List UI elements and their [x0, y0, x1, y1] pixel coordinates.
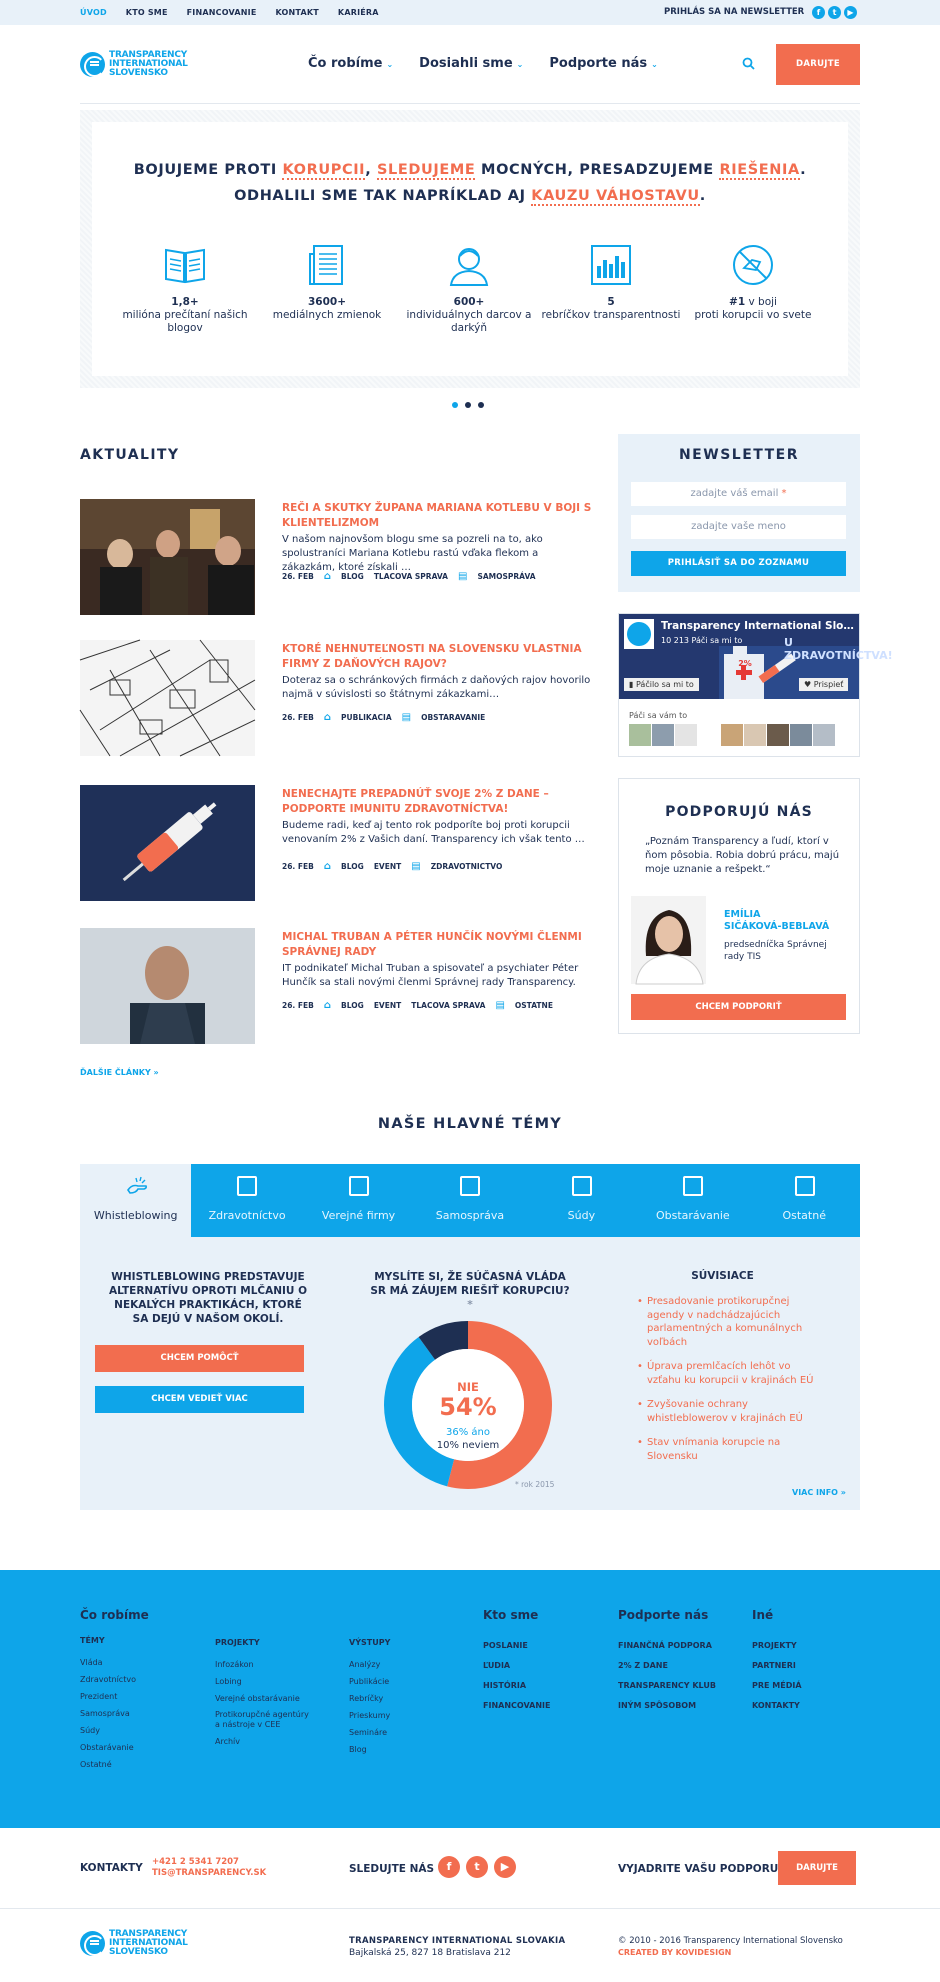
- supporter-photo: [631, 896, 706, 984]
- tab-zdravotnictvo[interactable]: [191, 1164, 302, 1237]
- contact-details: [152, 1857, 266, 1879]
- category-icon: ▤: [411, 861, 421, 872]
- copyright: [618, 1935, 843, 1959]
- support-button[interactable]: CHCEM PODPORIŤ: [631, 994, 846, 1020]
- footer-link[interactable]: Lobing: [215, 1677, 242, 1686]
- newsletter-box: [618, 434, 860, 592]
- poll-question: MYSLÍTE SI, ŽE SÚČASNÁ VLÁDA SR MÁ ZÁUJEM RIEŠIŤ KORUPCIU? *: [370, 1271, 570, 1311]
- hero-card: [92, 122, 848, 376]
- cover-percent: 2%: [738, 659, 752, 668]
- address-line: Bajkalská 25, 827 18 Bratislava 212: [349, 1948, 511, 1958]
- stat-rankings: 5 rebríčkov transparentnosti: [541, 242, 681, 322]
- tab-label: Ostatné: [782, 1209, 826, 1222]
- youtube-icon[interactable]: ▶: [494, 1856, 516, 1878]
- poll-footnote: * rok 2015: [515, 1480, 555, 1489]
- category-icon: ▤: [495, 1000, 505, 1011]
- facebook-page-name[interactable]: Transparency International Slo…: [661, 620, 854, 632]
- chevron-down-icon: ⌄: [651, 60, 658, 69]
- org-name: TRANSPARENCY INTERNATIONAL SLOVAKIA: [349, 1936, 566, 1946]
- themes-panel: [80, 1237, 860, 1510]
- related-link[interactable]: • Stav vnímania korupcie na Slovensku: [635, 1436, 825, 1463]
- bar-chart-icon: [588, 242, 634, 288]
- poll-yes: 36% áno: [446, 1427, 490, 1438]
- tag-icon: ⌂: [323, 571, 332, 582]
- article-title[interactable]: KTORÉ NEHNUTEĽNOSTI NA SLOVENSKU VLASTNIA FIRMY Z DAŇOVÝCH RAJOV?: [282, 643, 582, 670]
- footer-link[interactable]: Súdy: [80, 1726, 100, 1735]
- supporters-box: [618, 778, 860, 1034]
- footer-subheading[interactable]: TÉMY: [80, 1636, 105, 1645]
- footer-col-podporte: [618, 1608, 716, 1716]
- tag-icon: ⌂: [323, 861, 332, 872]
- footer-link[interactable]: Rebríčky: [349, 1694, 384, 1703]
- article-image[interactable]: [80, 785, 255, 901]
- footer-link[interactable]: Semináre: [349, 1728, 388, 1737]
- subscribe-button[interactable]: PRIHLÁSIŤ SA DO ZOZNAMU: [631, 551, 846, 576]
- flag-icon: [349, 1176, 369, 1196]
- tab-label: Samospráva: [435, 1209, 505, 1222]
- avatar[interactable]: [721, 724, 743, 746]
- top-nav-kto-sme[interactable]: KTO SME: [125, 8, 168, 17]
- no-bribe-icon: [730, 242, 776, 288]
- person-icon: [446, 242, 492, 288]
- contact-bar: [0, 1828, 940, 1908]
- slider-dot-2[interactable]: [465, 402, 471, 408]
- support-label: VYJADRITE VAŠU PODPORU: [618, 1863, 779, 1875]
- link-korupcii[interactable]: KORUPCII: [282, 162, 366, 178]
- link-sledujeme[interactable]: SLEDUJEME: [376, 162, 476, 178]
- article-image[interactable]: [80, 928, 255, 1044]
- article-tag[interactable]: PUBLIKACIA: [341, 713, 392, 722]
- related-link[interactable]: • Presadovanie protikorupčnej agendy v nadchádzajúcich parlamentných a komunálnych voľbách: [635, 1295, 825, 1349]
- related-title: SÚVISIACE: [691, 1270, 754, 1282]
- themes-title: NAŠE HLAVNÉ TÉMY: [377, 1116, 563, 1132]
- top-bar: [0, 0, 940, 25]
- footer-col-vystupy: [349, 1638, 390, 1758]
- top-nav-uvod[interactable]: ÚVOD: [80, 8, 107, 17]
- footer-heading: Čo robíme: [80, 1608, 149, 1622]
- top-nav-kariera[interactable]: KARIÉRA: [337, 8, 379, 17]
- footer-link[interactable]: PROJEKTY: [752, 1641, 797, 1650]
- learn-more-button[interactable]: CHCEM VEDIEŤ VIAC: [95, 1386, 304, 1413]
- tab-obstaravanie[interactable]: [637, 1164, 748, 1237]
- article-date: 26. FEB: [282, 713, 314, 722]
- slider-dot-3[interactable]: [478, 402, 484, 408]
- footer-link[interactable]: ĽUDIA: [483, 1661, 511, 1670]
- supporter-name: EMÍLIA SIČÁKOVÁ-BEBLAVÁ: [724, 909, 830, 932]
- facebook-icon[interactable]: f: [438, 1856, 460, 1878]
- whistle-hand-icon: [126, 1176, 146, 1196]
- article-tag[interactable]: BLOG: [341, 572, 364, 581]
- footer-link[interactable]: POSLANIE: [483, 1641, 528, 1650]
- article-meta: [282, 861, 502, 872]
- newsletter-title: NEWSLETTER: [678, 447, 800, 463]
- article-title[interactable]: MICHAL TRUBAN A PÉTER HUNČÍK NOVÝMI ČLENMI SPRÁVNEJ RADY: [282, 931, 582, 958]
- article-tag[interactable]: TLACOVA SPRAVA: [373, 572, 448, 581]
- footer-link[interactable]: Samospráva: [80, 1709, 130, 1718]
- supporter-quote: „Poznám Transparency a ľudí, ktorí v ňom pôsobia. Robia dobrú prácu, majú moje uznanie a rešpekt.“: [645, 836, 840, 875]
- link-riesenia[interactable]: RIEŠENIA: [719, 162, 801, 178]
- poll-no-value: 54%: [439, 1393, 497, 1421]
- avatar[interactable]: [767, 724, 789, 746]
- footer-link[interactable]: INÝM SPÔSOBOM: [618, 1701, 697, 1710]
- related-link[interactable]: • Úprava premlčacích lehôt vo vzťahu ku korupcii v krajinách EÚ: [635, 1360, 825, 1387]
- tab-label: Whistleblowing: [93, 1209, 178, 1222]
- tab-samosprava[interactable]: [414, 1164, 525, 1237]
- footer-col-projekty: [215, 1638, 309, 1750]
- name-field[interactable]: zadajte vaše meno: [631, 515, 846, 539]
- header-divider: [80, 103, 860, 104]
- address: [349, 1935, 565, 1959]
- facebook-friends-label: Páči sa vám to: [629, 711, 688, 720]
- supporters-title: PODPORUJÚ NÁS: [665, 804, 813, 820]
- facebook-donate-button[interactable]: ♥ Prispieť: [799, 678, 848, 691]
- footer-link[interactable]: FINANCOVANIE: [483, 1701, 551, 1710]
- footer-heading: Iné: [752, 1608, 774, 1622]
- footer-link[interactable]: Prieskumy: [349, 1711, 391, 1720]
- article-tag[interactable]: EVENT: [373, 862, 402, 871]
- building-icon: [460, 1176, 480, 1196]
- tag-icon: ⌂: [323, 712, 332, 723]
- facebook-likes: 10 213 Páči sa mi to: [661, 636, 743, 645]
- category-icon: ▤: [457, 571, 468, 582]
- whistleblowing-intro: WHISTLEBLOWING PREDSTAVUJE ALTERNATÍVU OPROTI MLČANIU O NEKALÝCH PRAKTIKÁCH, KTORÉ SA DEJÚ V NAŠOM OKOLÍ.: [108, 1271, 308, 1325]
- briefcase-icon: [795, 1176, 815, 1196]
- top-nav-kontakt[interactable]: KONTAKT: [275, 8, 319, 17]
- avatar[interactable]: [744, 724, 766, 746]
- stat-donors: 600+ individuálnych darcov a darkýň: [399, 242, 539, 335]
- facebook-icon[interactable]: f: [812, 6, 825, 19]
- footer-link[interactable]: Analýzy: [349, 1660, 381, 1669]
- article-excerpt: V našom najnovšom blogu sme sa pozreli na to, ako spolustraníci Mariana Kotlebu rastú vďaka flekom a zákazkám, ktoré získali …: [282, 534, 543, 573]
- related-list: [635, 1295, 825, 1474]
- main-nav: [308, 56, 658, 71]
- article-category[interactable]: OBSTARAVANIE: [421, 713, 486, 722]
- logo-icon: [80, 1931, 105, 1956]
- facebook-cover[interactable]: [619, 614, 893, 699]
- article-category[interactable]: OSTATNE: [514, 1001, 553, 1010]
- footer: [0, 1570, 940, 1828]
- logo-text: TRANSPARENCY INTERNATIONAL SLOVENSKO: [109, 50, 188, 78]
- article-category[interactable]: ZDRAVOTNICTVO: [430, 862, 503, 871]
- footer-col-kto-sme: [483, 1608, 550, 1716]
- footer-link[interactable]: PARTNERI: [752, 1661, 796, 1670]
- book-icon: [162, 242, 208, 288]
- hero-tagline: BOJUJEME PROTI KORUPCII, SLEDUJEME MOCNÝCH, PRESADZUJEME RIEŠENIA. ODHALILI SME TAK NAPRÍKLAD AJ KAUZU VÁHOSTAVU.: [133, 162, 807, 204]
- supporter-role: predsedníčka Správnej rady TIS: [724, 940, 827, 962]
- main-nav-co-robime[interactable]: Čo robíme ⌄: [308, 56, 394, 71]
- related-link[interactable]: • Zvyšovanie ochrany whistleblowerov v krajinách EÚ: [635, 1398, 825, 1425]
- facebook-friend-avatars: [629, 724, 835, 746]
- more-info-link[interactable]: VIAC INFO »: [792, 1488, 846, 1497]
- article-tag[interactable]: TLACOVA SPRAVA: [411, 1001, 486, 1010]
- article-excerpt: Doteraz sa o schránkových firmách z daňových rajov hovorilo najmä v súvislosti so štátnymi zákazkami…: [282, 675, 591, 700]
- main-nav-podporte-nas[interactable]: Podporte nás ⌄: [549, 56, 658, 71]
- twitter-icon[interactable]: t: [828, 6, 841, 19]
- article-meta: [282, 571, 536, 582]
- cover-text: U ZDRAVOTNÍCTVA!: [784, 636, 893, 662]
- footer-link[interactable]: a nástroje v CEE: [215, 1720, 281, 1729]
- footer-heading: Podporte nás: [618, 1608, 709, 1622]
- themes-tabs: [80, 1164, 860, 1237]
- newsletter-link[interactable]: PRIHLÁS SA NA NEWSLETTER: [664, 7, 805, 17]
- tab-label: Súdy: [567, 1209, 596, 1222]
- chevron-down-icon: ⌄: [386, 60, 394, 69]
- footer-link[interactable]: HISTÓRIA: [483, 1681, 527, 1690]
- article-date: 26. FEB: [282, 1001, 314, 1010]
- article-tag[interactable]: BLOG: [341, 1001, 364, 1010]
- article-tag[interactable]: BLOG: [341, 862, 364, 871]
- article-excerpt: IT podnikateľ Michal Truban a spisovateľ a psychiater Péter Hunčík sa stali novými členmi Správnej rady Transparency.: [282, 963, 579, 988]
- footer-heading: Kto sme: [483, 1608, 539, 1622]
- article-title[interactable]: REČI A SKUTKY ŽUPANA MARIANA KOTLEBU V BOJI S KLIENTELIZMOM: [282, 502, 592, 529]
- footer-subheading[interactable]: PROJEKTY: [215, 1638, 260, 1647]
- footer-link[interactable]: FINANČNÁ PODPORA: [618, 1641, 712, 1650]
- search-icon[interactable]: [742, 57, 756, 71]
- newspaper-icon: [304, 242, 350, 288]
- footer-link[interactable]: TRANSPARENCY KLUB: [618, 1681, 716, 1690]
- stat-blogs: 1,8+ milióna prečítaní našich blogov: [115, 242, 255, 335]
- top-nav-financovanie[interactable]: FINANCOVANIE: [186, 8, 257, 17]
- follow-label: SLEDUJTE NÁS: [349, 1863, 435, 1875]
- top-nav: [80, 8, 379, 17]
- avatar[interactable]: [652, 724, 674, 746]
- tab-label: Obstarávanie: [655, 1209, 730, 1222]
- footer-link[interactable]: Vláda: [80, 1658, 103, 1667]
- footer-link[interactable]: Prezident: [80, 1692, 118, 1701]
- tab-verejne-firmy[interactable]: [303, 1164, 414, 1237]
- stat-number-one: #1 v boji proti korupcii vo svete: [683, 242, 823, 322]
- twitter-icon[interactable]: t: [466, 1856, 488, 1878]
- article-title[interactable]: NENECHAJTE PREPADNÚŤ SVOJE 2% Z DANE – PODPORTE IMUNITU ZDRAVOTNÍCTVA!: [282, 788, 549, 815]
- phone-link[interactable]: +421 2 5341 7207: [152, 1857, 239, 1867]
- help-button[interactable]: CHCEM POMÔCŤ: [95, 1345, 304, 1372]
- article-category[interactable]: SAMOSPRÁVA: [477, 572, 536, 581]
- tab-whistleblowing[interactable]: [80, 1164, 191, 1237]
- avatar[interactable]: [629, 724, 651, 746]
- slider-dots: [452, 402, 484, 408]
- chevron-down-icon: ⌄: [516, 60, 524, 69]
- avatar[interactable]: [813, 724, 835, 746]
- footer-link[interactable]: Blog: [349, 1745, 367, 1754]
- tag-icon: ⌂: [323, 1000, 332, 1011]
- footer-col-ine: [752, 1608, 802, 1716]
- footer-link[interactable]: Obstarávanie: [80, 1743, 134, 1752]
- article-meta: [282, 1000, 553, 1011]
- avatar[interactable]: [698, 724, 720, 746]
- copyright-text: © 2010 - 2016 Transparency International Slovensko: [618, 1936, 843, 1946]
- article-date: 26. FEB: [282, 862, 314, 871]
- avatar[interactable]: [675, 724, 697, 746]
- footer-logo[interactable]: [80, 1930, 188, 1957]
- tab-label: Zdravotníctvo: [208, 1209, 286, 1222]
- credits-link[interactable]: CREATED BY KOVIDESIGN: [618, 1948, 732, 1957]
- footer-link[interactable]: 2% Z DANE: [618, 1661, 668, 1670]
- footer-link[interactable]: Infozákon: [215, 1660, 254, 1669]
- more-articles-link[interactable]: ĎALŠIE ČLÁNKY »: [80, 1068, 159, 1077]
- article-image[interactable]: [80, 640, 255, 756]
- hero-slider: [80, 110, 860, 388]
- avatar[interactable]: [790, 724, 812, 746]
- email-link[interactable]: TIS@TRANSPARENCY.SK: [152, 1868, 267, 1878]
- slider-dot-1[interactable]: [452, 402, 458, 408]
- logo-icon: [80, 52, 105, 77]
- donate-button-footer[interactable]: DARUJTE: [778, 1851, 856, 1885]
- article-date: 26. FEB: [282, 572, 314, 581]
- email-field[interactable]: zadajte váš email *: [631, 482, 846, 506]
- poll-unknown: 10% neviem: [436, 1440, 500, 1451]
- article-tag[interactable]: EVENT: [373, 1001, 402, 1010]
- facebook-like-button[interactable]: ▮ Páčilo sa mi to: [624, 678, 699, 691]
- category-icon: ▤: [401, 712, 412, 723]
- poll-no-label: NIE: [457, 1380, 479, 1394]
- site-logo[interactable]: [80, 51, 188, 78]
- footer-link[interactable]: Zdravotníctvo: [80, 1675, 136, 1684]
- footer-link[interactable]: KONTAKTY: [752, 1701, 800, 1710]
- logo-text: TRANSPARENCY INTERNATIONAL SLOVENSKO: [109, 1929, 188, 1957]
- link-kauza-vahostavu[interactable]: KAUZU VÁHOSTAVU: [531, 188, 700, 204]
- article-meta: [282, 712, 485, 723]
- footer-link[interactable]: Verejné obstarávanie: [215, 1694, 300, 1703]
- tab-ostatne[interactable]: [749, 1164, 860, 1237]
- youtube-icon[interactable]: ▶: [844, 6, 857, 19]
- donate-button[interactable]: DARUJTE: [776, 44, 860, 85]
- footer-link[interactable]: Protikorupčné agentúry: [215, 1710, 309, 1719]
- facebook-widget: [618, 613, 893, 757]
- news-title: AKTUALITY: [80, 447, 180, 463]
- footer-link[interactable]: PRE MÉDIÁ: [752, 1681, 802, 1690]
- article-excerpt: Budeme radi, keď aj tento rok podporíte boj proti korupcii venovaním 2% z Vašich daní. Transparency ich však tento …: [282, 820, 585, 845]
- contacts-label: KONTAKTY: [80, 1862, 143, 1874]
- bottom-divider: [0, 1908, 940, 1909]
- footer-subheading[interactable]: VÝSTUPY: [349, 1638, 391, 1647]
- tab-sudy[interactable]: [526, 1164, 637, 1237]
- stat-media: 3600+ mediálnych zmienok: [257, 242, 397, 322]
- wallet-icon: [683, 1176, 703, 1196]
- footer-link[interactable]: Publikácie: [349, 1677, 390, 1686]
- article-image[interactable]: [80, 499, 255, 615]
- tab-label: Verejné firmy: [321, 1209, 396, 1222]
- footer-col-co-robime: [80, 1608, 149, 1773]
- medical-kit-icon: [237, 1176, 257, 1196]
- footer-link[interactable]: Ostatné: [80, 1760, 112, 1769]
- footer-link[interactable]: Archív: [215, 1737, 241, 1746]
- gavel-icon: [572, 1176, 592, 1196]
- main-nav-dosiahli-sme[interactable]: Dosiahli sme ⌄: [419, 56, 524, 71]
